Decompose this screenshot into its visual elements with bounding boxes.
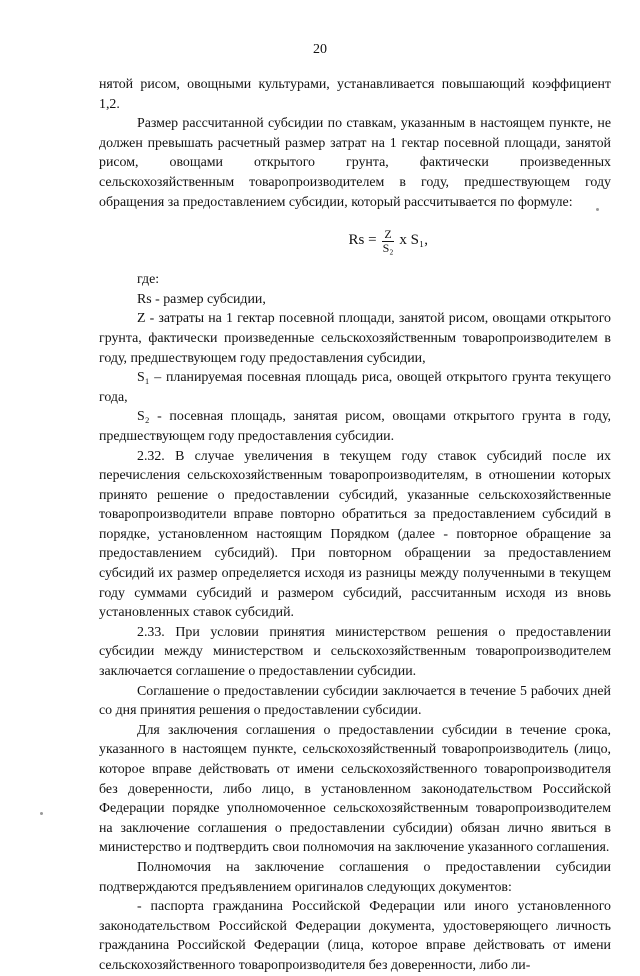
formula-fraction [381,228,396,255]
page-number: 20 [313,42,327,57]
definition-where: где: [137,272,160,288]
formula-numerator: Z [384,226,392,241]
definition-rs: Rs - размер субсидии, [137,291,266,307]
definition-z: Z - затраты на 1 гектар посевной площади, занятой рисом, овощами открытого грунта, фактически произведенные сельскохозяйственным товаропроизводителем в году, предшествующем году предоставления субсидии, [99,311,611,366]
paragraph-authority: Полномочия на заключение соглашения о предоставлении субсидии подтверждаются предъявлением оригиналов следующих документов: [99,859,611,895]
formula-rhs: x S₁, [399,232,428,249]
scan-speck [40,812,43,815]
paragraph-agreement-procedure: Для заключения соглашения о предоставлении субсидии в течение срока, указанного в настоящем пункте, сельскохозяйственный товаропроизводитель (лицо, которое вправе действовать от имени сельскохозяйственного товаропроизводителя без доверенности, либо лицо, в установленном законодательством Российской Федерации порядке уполномоченное сельскохозяйственным товаропроизводителем на заключение соглашения о предоставлении субсидии) обязан лично явиться в министерство и подтвердить свои полномочия на заключение указанного соглашения. [99,722,611,856]
body-text [99,75,611,976]
paragraph-2-32: 2.32. В случае увеличения в текущем году ставок субсидий после их перечисления сельскохозяйственным товаропроизводителям, в отношении которых принято решение о предоставлении субсидий, указанные сельскохозяйственные товаропроизводители вправе повторно обратиться за предоставлением субсидий в порядке, установленном настоящим Порядком (далее - повторное обращение за предоставлением субсидий). При повторном обращении за предоставлением субсидий их размер определяется исходя из разницы между полученными в текущем году суммами субсидий и размером субсидий, рассчитанным исходя из вновь установленных ставок субсидий. [99,448,611,621]
paragraph-continuation: нятой рисом, овощными культурами, устанавливается повышающий коэффициент 1,2. [99,77,611,112]
subsidy-formula [99,212,611,270]
definition-s2: S₂ - посевная площадь, занятая рисом, овощами открытого грунта в году, предшествующем году предоставления субсидии. [99,409,611,444]
formula-lhs: Rs = [348,232,377,249]
paragraph-passport: - паспорта гражданина Российской Федерации или иного установленного законодательством Российской Федерации документа, удостоверяющего личность гражданина Российской Федерации (лица, которое вправе действовать от имени сельскохозяйственного товаропроизводителя без доверенности, либо ли- [99,899,611,973]
paragraph-subsidy-limit: Размер рассчитанной субсидии по ставкам, указанным в настоящем пункте, не должен превышать расчетный размер затрат на 1 гектар посевной площади, занятой рисом, овощами открытого грунта, фактически произведенных сельскохозяйственным товаропроизводителем в году, предшествующем году обращения за предоставлением субсидии, который рассчитывается по формуле: [99,116,611,210]
paragraph-2-33: 2.33. При условии принятия министерством решения о предоставлении субсидии между министерством и сельскохозяйственным товаропроизводителем заключается соглашение о предоставлении субсидии. [99,624,611,680]
scan-speck [596,208,599,211]
definition-s1: S₁ – планируемая посевная площадь риса, овощей открытого грунта текущего года, [99,370,611,405]
formula-denominator: S₂ [382,240,394,255]
paragraph-agreement-term: Соглашение о предоставлении субсидии заключается в течение 5 рабочих дней со дня принятия решения о предоставлении субсидии. [99,683,611,719]
